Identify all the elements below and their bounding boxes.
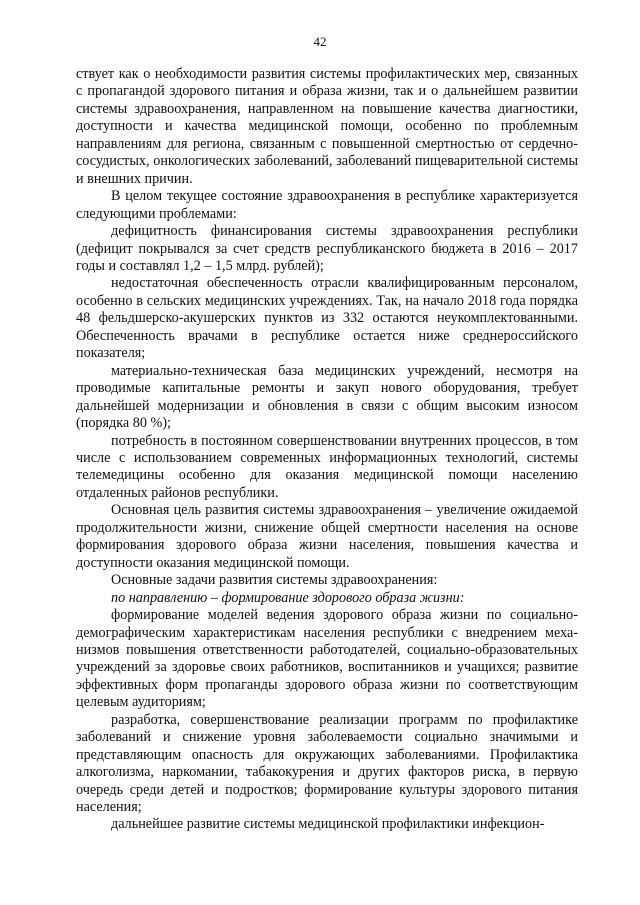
paragraph-material-base: материально-техническая база медицинских учреждений, несмотря на проводимые капитальные ремонты и закуп нового оборудования, требует дальнейшей модернизации и обновления в связи с общим высоким износом (порядка 80 %);	[76, 362, 578, 432]
paragraph-problems-intro: В целом текущее состояние здравоохранения в республике характеризуется следующими проблемами:	[76, 188, 578, 222]
paragraph-main-tasks: Основные задачи развития системы здравоохранения:	[111, 572, 438, 589]
paragraph-funding-deficit: дефицитность финансирования системы здравоохранения республики (дефицит покрывался за счет средств республиканского бюджета в 2016 – 2017 годы и составлял 1,2 – 1,5 млрд. рублей);	[76, 223, 578, 274]
page-number: 42	[313, 34, 327, 49]
paragraph-main-goal: Основная цель развития системы здравоохранения – увеличение ожидаемой продолжительности жизни, снижение общей смертности населения на основе формирования здорового образа жизни населения, повышения качества и доступности оказания медицинской помощи.	[76, 502, 578, 571]
paragraph-prevention-programs: разработка, совершенствование реализации программ по профилактике заболеваний и снижение уровня заболеваемости социально значимыми и представляющим опасность для окружающих заболеваниями. Профилактика алкоголизма, наркомании, табакокурения и других факторов риска, в первую очередь среди детей и подростков; формирование культуры здорового питания населения;	[76, 711, 578, 816]
paragraph-direction-healthy-lifestyle: по направлению – формирование здорового образа жизни:	[111, 589, 465, 606]
paragraph-process-improvement: потребность в постоянном совершенствовании внутренних процессов, в том числе с использованием современных информационных технологий, системы телемедицины особенно для оказания медицинской помощи населению отдаленных районов республики.	[76, 432, 578, 501]
paragraph-medical-prevention: дальнейшее развитие системы медицинской профилактики инфекцион-	[111, 816, 545, 833]
paragraph-lifestyle-models: формирование моделей ведения здорового образа жизни по социально-демографическим характеристикам населения республики с внедрением механизмов повышения ответственности работодателей, социально-образовательных учреждений за здоровье своих работников, воспитанников и учащихся; развитие эффективных форм пропаганды здорового образа жизни по соответствующим целевым аудиториям;	[76, 607, 578, 711]
body-text	[76, 66, 578, 834]
paragraph-staffing: недостаточная обеспеченность отрасли квалифицированным персоналом, особенно в сельских медицинских учреждениях. Так, на начало 2018 года порядка 48 фельдшерско-акушерских пунктов из 332 остаются неукомплектованными. Обеспеченность врачами в республике остается ниже среднероссийского показателя;	[76, 275, 578, 362]
paragraph-continuation: ствует как о необходимости развития системы профилактических мер, связанных с пропагандой здорового питания и образа жизни, так и о дальнейшем развитии системы здравоохранения, направленном на повышение качества диагностики, доступности и качества медицинской помощи, особенно по проблемным направлениям для региона, связанным с повышенной смертностью от сердечно-сосудистых, онкологических заболеваний, заболеваний пищеварительной системы и внешних причин.	[76, 66, 578, 187]
